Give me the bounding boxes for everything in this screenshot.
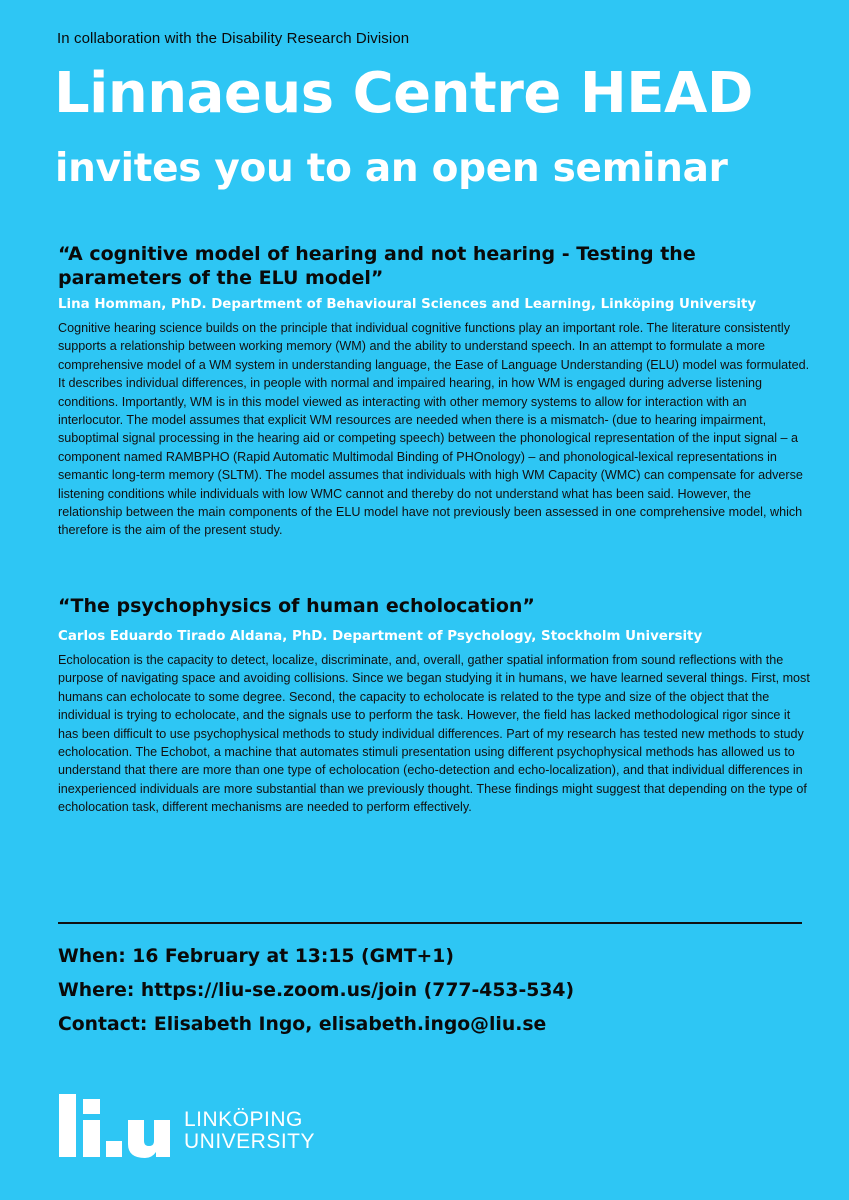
event-contact: Contact: Elisabeth Ingo, elisabeth.ingo@liu.se [58, 1014, 547, 1035]
talk-2 [58, 594, 810, 817]
poster-subtitle: invites you to an open seminar [55, 146, 728, 191]
liu-logo-wordmark [184, 1109, 315, 1153]
poster-title: Linnaeus Centre HEAD [54, 61, 753, 126]
talk-speaker: Carlos Eduardo Tirado Aldana, PhD. Department of Psychology, Stockholm University [58, 629, 703, 644]
logo-line-1: LINKÖPING [184, 1108, 303, 1131]
talk-speaker: Lina Homman, PhD. Department of Behavioural Sciences and Learning, Linköping University [58, 297, 757, 312]
event-when: When: 16 February at 13:15 (GMT+1) [58, 946, 454, 967]
logo-line-2: UNIVERSITY [184, 1130, 316, 1153]
talk-title: “A cognitive model of hearing and not hearing - Testing the parameters of the ELU model” [58, 243, 696, 289]
liu-logo [58, 1094, 338, 1164]
talk-1 [58, 242, 810, 540]
talk-abstract: Cognitive hearing science builds on the principle that individual cognitive functions play an important role. The literature consistently supports a relationship between working memory (WM) and the ability to understand speech. In an attempt to formulate a more comprehensive model of a WM system in understanding language, the Ease of Language Understanding (ELU) model was formulated. It describes individual differences, in people with normal and impaired hearing, in how WM is engaged during adverse listening conditions. Importantly, WM is in this model viewed as interacting with other memory systems to allow for interaction with an interlocutor. The model assumes that explicit WM resources are needed when there is a mismatch- (due to hearing impairment, suboptimal signal processing in the hearing aid or competing speech) between the phonological representation of the input signal – a component named RAMBPHO (Rapid Automatic Multimodal Binding of PHOnology) – and phonological-lexical representations in semantic long-term memory (SLTM). The model assumes that individuals with high WM Capacity (WMC) can compensate for adverse listening conditions while individuals with low WMC cannot and thereby do not understand what has been said. However, the relationship between the main components of the ELU model have not previously been assessed in one comprehensive model, which therefore is the aim of the present study. [58, 321, 810, 538]
talk-abstract: Echolocation is the capacity to detect, localize, discriminate, and, overall, gather spatial information from sound reflections with the purpose of navigating space and avoiding collisions. Since we began studying it in humans, we have learned several things. First, most humans can echolocate to some degree. Second, the capacity to echolocate is related to the type and size of the object that the individual is trying to echolocate, and the signals use to perform the task. However, the field has lacked methodological rigor since it has been difficult to use psychophysical methods to study individual differences. Part of my research has tested new methods to study echolocation. The Echobot, a machine that automates stimuli presentation using different psychophysical methods has allowed us to understand that there are more than one type of echolocation (echo-detection and echo-localization), and that individual differences in inexperienced individuals are more substantial than we previously thought. These findings might suggest that depending on the type of echolocation task, different mechanisms are needed to perform effectively. [58, 653, 810, 815]
section-divider [58, 922, 802, 924]
collaboration-line: In collaboration with the Disability Research Division [57, 30, 410, 47]
event-where: Where: https://liu-se.zoom.us/join (777-453-534) [58, 980, 575, 1001]
talk-title: “The psychophysics of human echolocation” [58, 595, 535, 617]
liu-logo-mark-icon [58, 1094, 178, 1164]
